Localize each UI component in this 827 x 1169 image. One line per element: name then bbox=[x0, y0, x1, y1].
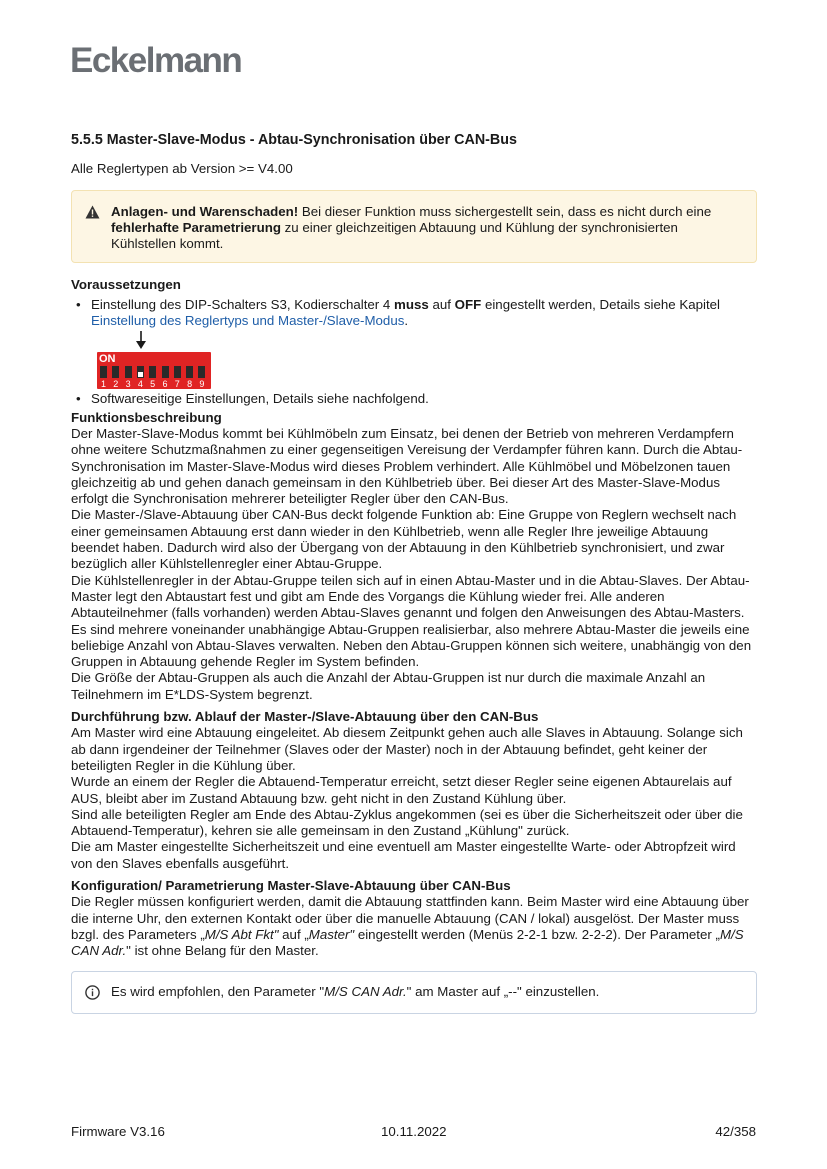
footer-page-number: 42/358 bbox=[715, 1124, 756, 1139]
function-heading: Funktionsbeschreibung bbox=[71, 409, 222, 425]
dip-switch-figure bbox=[91, 329, 757, 391]
info-icon bbox=[85, 985, 100, 1000]
process-paragraph: Sind alle beteiligten Regler am Ende des Abtau-Zyklus angekommen (sei es über die Sicherheitszeit oder über die Abtauend-Temperatur), kehren sie alle gemeinsam in den Zustand „Kühlung" zurück. bbox=[71, 806, 743, 839]
warning-text-part: Bei dieser Funktion muss sichergestellt sein, dass es nicht durch eine bbox=[298, 203, 712, 219]
document-body bbox=[71, 132, 757, 1014]
arrow-down-icon bbox=[135, 331, 147, 349]
section-title: 5.5.5 Master-Slave-Modus - Abtau-Synchronisation über CAN-Bus bbox=[71, 132, 517, 148]
process-paragraph: Am Master wird eine Abtauung eingeleitet. Ab diesem Zeitpunkt gehen auch alle Slaves in Abtauung. Solange sich ab dann irgendeiner der Teilnehmer (Slaves oder der Master) noch in der Abtauung befindet, geht keiner der beteiligten Regler in die Kühlung über. bbox=[71, 725, 743, 773]
function-paragraph: Die Master-/Slave-Abtauung über CAN-Bus deckt folgende Funktion ab: Eine Gruppe von Reglern wechselt nach einer gemeinsamen Abtauung erst dann wieder in den Kühlbetrieb, wenn alle Regler Ihre jeweilige Abtauung beendet haben. Dadurch wird also der Übergang von der Abtauung in den Kühlbetrieb synchronisiert, und zwar bezüglich aller Kühlstellenregler einer Abtau-Gruppe. bbox=[71, 507, 737, 572]
dip-switch-lever bbox=[112, 366, 119, 378]
dip-switch-number: 5 bbox=[150, 379, 156, 390]
eckelmann-logo: Eckelmann bbox=[70, 41, 242, 80]
warning-box bbox=[71, 190, 757, 264]
version-note: Alle Reglertypen ab Version >= V4.00 bbox=[71, 161, 293, 177]
dip-switch-number: 4 bbox=[137, 379, 143, 390]
warning-text-part: zu einer gleichzeitigen Abtauung und Kühlung der synchronisierten Kühlstellen kommt. bbox=[111, 219, 678, 252]
footer-firmware: Firmware V3.16 bbox=[71, 1124, 165, 1139]
list-item: • Softwareseitige Einstellungen, Details siehe nachfolgend. bbox=[71, 391, 757, 407]
warning-bold-title: Anlagen- und Warenschaden! bbox=[111, 203, 299, 219]
process-heading: Durchführung bzw. Ablauf der Master-/Slave-Abtauung über den CAN-Bus bbox=[71, 709, 539, 725]
warning-icon bbox=[85, 205, 100, 219]
warning-text bbox=[111, 204, 742, 253]
list-item: • Einstellung des DIP-Schalters S3, Kodierschalter 4 muss auf OFF eingestellt werden, Details siehe Kapitel Einstellung des Reglertyps und Master-/Slave-Modus. bbox=[71, 297, 757, 330]
dip-switch-lever bbox=[198, 366, 205, 378]
function-paragraph: Die Kühlstellenregler in der Abtau-Gruppe teilen sich auf in einen Abtau-Master und in die Abtau-Slaves. Der Abtau-Master legt den Abtaustart fest und gibt am Ende des Vorgangs die Kühlung wieder frei. Alle anderen Abtauteilnehmer (falls vorhanden) werden Abtau-Slaves genannt und folgen den Anweisungen des Abtau-Masters. Es sind mehrere voneinander unabhängige Abtau-Gruppen realisierbar, also mehrere Abtau-Master die jeweils eine beliebige Anzahl von Abtau-Slaves verwalten. Neben den Abtau-Gruppen können sich weitere, unabhängig von den Gruppen in Abtauung gehende Regler im System befinden. bbox=[71, 572, 752, 670]
config-heading: Konfiguration/ Parametrierung Master-Slave-Abtauung über CAN-Bus bbox=[71, 877, 511, 893]
dip-switch-lever bbox=[125, 366, 132, 378]
dip-switch-lever bbox=[186, 366, 193, 378]
prereq-list bbox=[71, 297, 757, 330]
dip-switch-number: 1 bbox=[100, 379, 106, 390]
dip-switch bbox=[97, 352, 211, 389]
dip-switch-lever bbox=[137, 366, 144, 378]
process-paragraph: Wurde an einem der Regler die Abtauend-Temperatur erreicht, setzt dieser Regler seine eigenen Abtaurelais auf AUS, bleibt aber im Zustand Abtauung bzw. geht nicht in den Zustand Kühlung über. bbox=[71, 774, 732, 806]
info-box bbox=[71, 971, 757, 1013]
prereq-heading: Voraussetzungen bbox=[71, 277, 181, 293]
dip-switch-number: 8 bbox=[187, 379, 193, 390]
dip-switch-lever bbox=[149, 366, 156, 378]
dip-switch-number: 7 bbox=[174, 379, 180, 390]
dip-on-label: ON bbox=[99, 353, 116, 366]
chapter-link[interactable]: Einstellung des Reglertyps und Master-/Slave-Modus bbox=[91, 313, 405, 329]
prereq-list-2 bbox=[71, 391, 757, 407]
dip-switch-lever bbox=[162, 366, 169, 378]
dip-switch-number: 2 bbox=[113, 379, 119, 390]
footer-date: 10.11.2022 bbox=[381, 1124, 447, 1139]
dip-switch-number: 3 bbox=[125, 379, 131, 390]
process-paragraph: Die am Master eingestellte Sicherheitszeit und eine eventuell am Master eingestellte Warte- oder Abtropfzeit wird von den Slaves ebenfalls ausgeführt. bbox=[71, 839, 736, 871]
dip-switch-number: 9 bbox=[199, 379, 205, 390]
info-text: Es wird empfohlen, den Parameter "M/S CAN Adr." am Master auf „--" einzustellen. bbox=[111, 984, 600, 1000]
dip-switch-number: 6 bbox=[162, 379, 168, 390]
dip-switch-lever bbox=[100, 366, 107, 378]
config-paragraph: Die Regler müssen konfiguriert werden, damit die Abtauung stattfinden kann. Beim Master wird eine Abtauung über die interne Uhr, den externen Kontakt oder über die manuelle Abtauung (CAN / lokal) ausgelöst. Der Master muss bzgl. des Parameters „M/S Abt Fkt" auf „Master" eingestellt werden (Menüs 2-2-1 bzw. 2-2-2). Der Parameter „M/S CAN Adr." ist ohne Belang für den Master. bbox=[71, 894, 749, 959]
warning-bold-term: fehlerhafte Parametrierung bbox=[111, 219, 281, 235]
function-paragraph: Der Master-Slave-Modus kommt bei Kühlmöbeln zum Einsatz, bei denen der Betrieb von mehreren Verdampfern ohne weitere Schutzmaßnahmen zu einer gegenseitigen Vereisung der Verdampfer führen kann. Durch die Abtau-Synchronisation im Master-Slave-Modus wird dieses Problem verhindert. Alle Kühlmöbel und Möbelzonen tauen gleichzeitig ab und gehen danach gemeinsam in den Kühlbetrieb über. Bei dieser Art des Master-Slave-Modus erfolgt die Synchronisation mehrerer beteiligter Regler über den CAN-Bus. bbox=[71, 425, 743, 507]
function-paragraph: Die Größe der Abtau-Gruppen als auch die Anzahl der Abtau-Gruppen ist nur durch die maximale Anzahl an Teilnehmern im E*LDS-System begrenzt. bbox=[71, 670, 706, 702]
dip-switch-lever bbox=[174, 366, 181, 378]
